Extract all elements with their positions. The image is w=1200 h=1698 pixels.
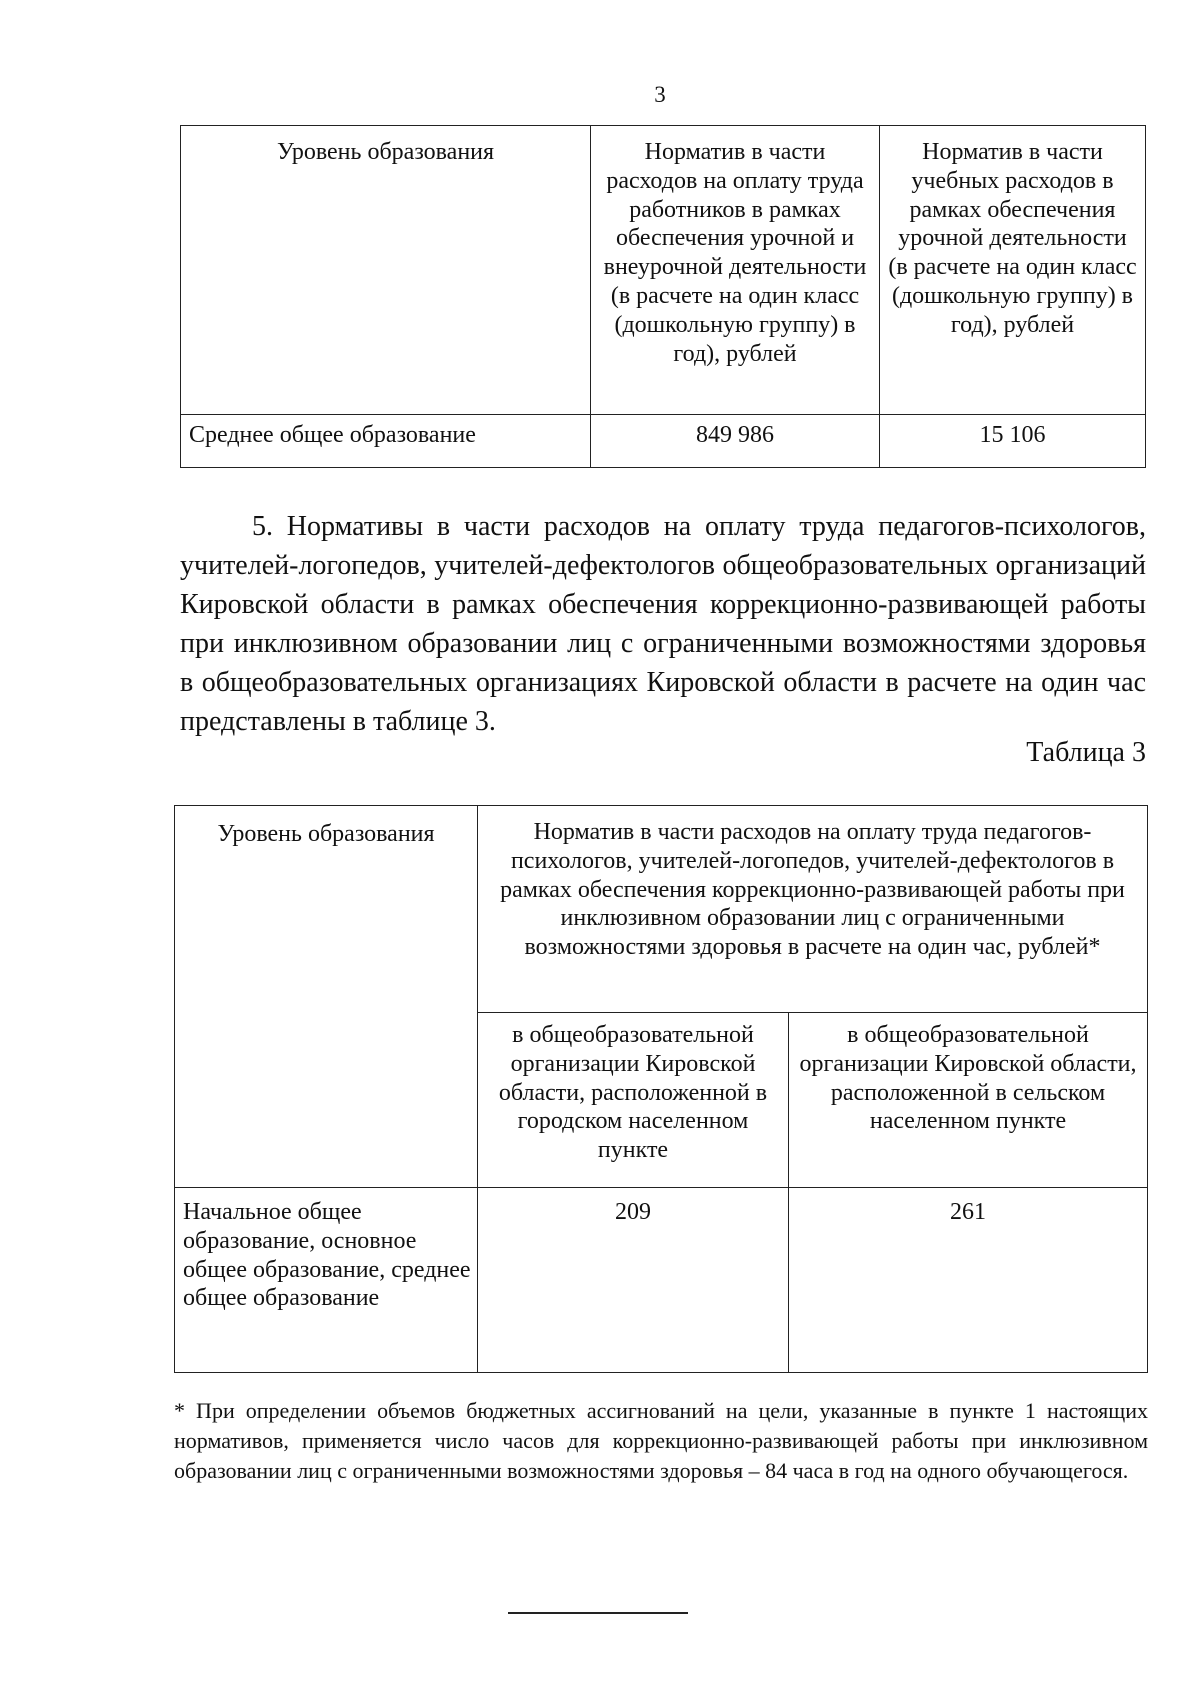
- cell-labor-cost-value: 849 986: [591, 415, 880, 468]
- table-header-row: [181, 126, 1146, 415]
- bottom-divider: [508, 1612, 688, 1614]
- table-3: [174, 805, 1148, 1373]
- table-3-header-education-level: Уровень образования: [175, 806, 478, 1188]
- cell-rural-value: 261: [789, 1188, 1148, 1373]
- table-3-subheader-urban: в общеобразовательной организации Кировской области, расположенной в городском населенном пункте: [478, 1013, 789, 1188]
- header-education-level: Уровень образования: [181, 126, 591, 415]
- cell-educational-expense-value: 15 106: [880, 415, 1146, 468]
- table-row: [175, 1188, 1148, 1373]
- header-labor-cost-norm: Норматив в части расходов на оплату труда работников в рамках обеспечения урочной и внеурочной деятельности (в расчете на один класс (дошкольную группу) в год), рублей: [591, 126, 880, 415]
- table-3-caption: Таблица 3: [1026, 737, 1146, 768]
- cell-education-levels: Начальное общее образование, основное общее образование, среднее общее образование: [175, 1188, 478, 1373]
- section-5-paragraph: 5. Нормативы в части расходов на оплату труда педагогов-психологов, учителей-логопедов, учителей-дефектологов общеобразовательных организаций Кировской области в рамках обеспечения коррекционно-развивающей работы при инклюзивном образовании лиц с ограниченными возможностями здоровья в общеобразовательных организациях Кировской области в расчете на один час представлены в таблице 3.: [180, 511, 1146, 737]
- header-educational-expense-norm: Норматив в части учебных расходов в рамках обеспечения урочной деятельности (в расчете на один класс (дошкольную группу) в год), рублей: [880, 126, 1146, 415]
- footnote: * При определении объемов бюджетных ассигнований на цели, указанные в пункте 1 настоящих нормативов, применяется число часов для коррекционно-развивающей работы при инклюзивном образовании лиц с ограниченными возможностями здоровья – 84 часа в год на одного обучающегося.: [174, 1398, 1148, 1483]
- cell-urban-value: 209: [478, 1188, 789, 1373]
- table-3-subheader-rural: в общеобразовательной организации Кировской области, расположенной в сельском населенном пункте: [789, 1013, 1148, 1188]
- page-number: 3: [654, 82, 666, 107]
- cell-education-level: Среднее общее образование: [181, 415, 591, 468]
- table-3-header-norm: Норматив в части расходов на оплату труда педагогов-психологов, учителей-логопедов, учителей-дефектологов в рамках обеспечения коррекционно-развивающей работы при инклюзивном образовании лиц с ограниченными возможностями здоровья в расчете на один час, рублей*: [478, 806, 1148, 1013]
- table-row: [181, 415, 1146, 468]
- table-3-header-row: [175, 806, 1148, 1013]
- education-norms-table: [180, 125, 1146, 468]
